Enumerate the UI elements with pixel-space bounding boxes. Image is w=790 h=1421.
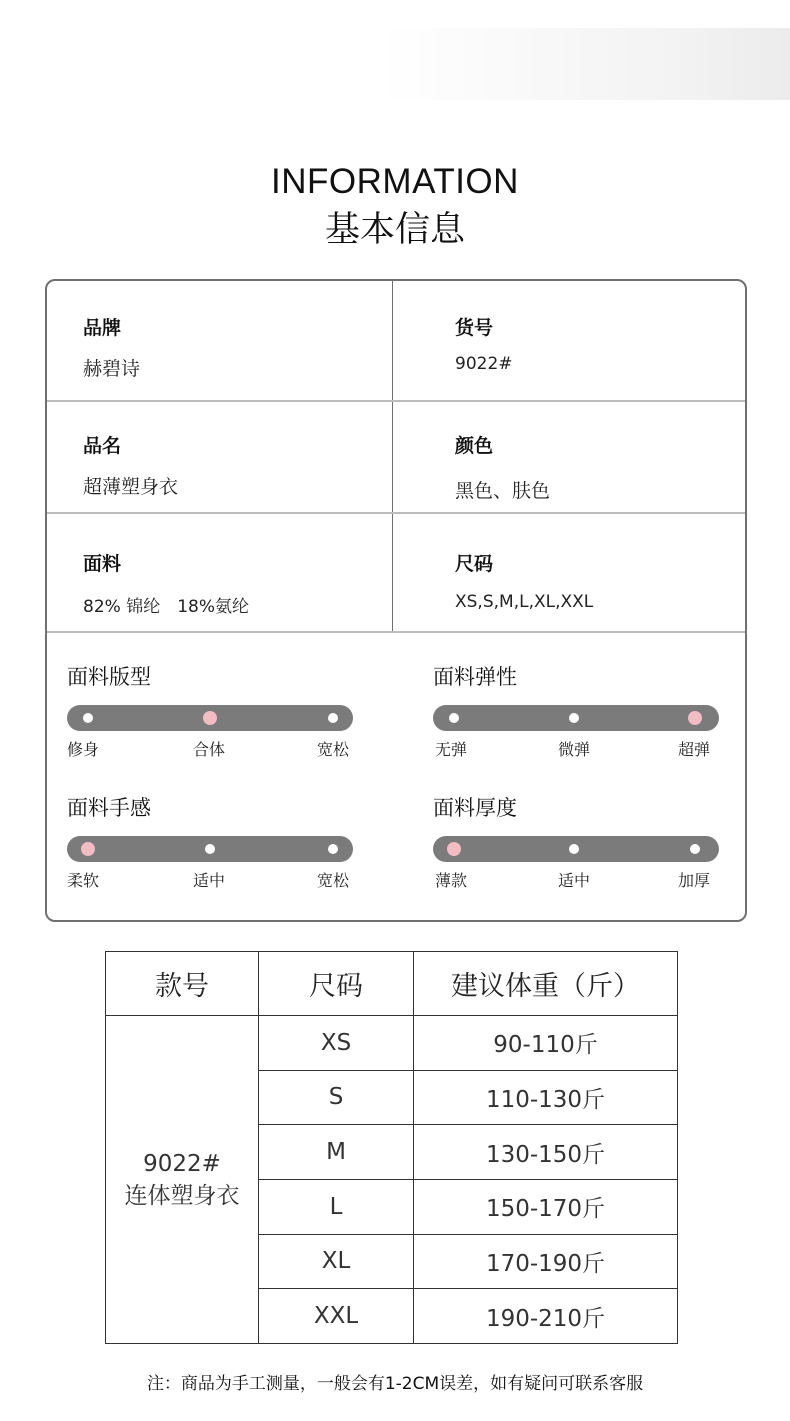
scale-label: 微弹 bbox=[558, 740, 591, 759]
scale-dot-selected bbox=[203, 711, 217, 725]
weight-value: 110-130斤 bbox=[414, 1070, 678, 1125]
header-size: 尺码 bbox=[259, 952, 414, 1016]
model-name: 连体塑身衣 bbox=[124, 1182, 240, 1209]
scale-title: 面料厚度 bbox=[433, 796, 517, 820]
scale-track bbox=[67, 705, 353, 731]
scale-hand-feel bbox=[67, 792, 353, 890]
brand-cell bbox=[83, 313, 140, 381]
scale-track bbox=[433, 705, 719, 731]
size-value: XS bbox=[259, 1016, 414, 1071]
row-divider bbox=[47, 512, 745, 514]
model-number: 9022# bbox=[143, 1150, 221, 1177]
scale-dot bbox=[690, 844, 700, 854]
scale-label: 适中 bbox=[193, 871, 226, 890]
scale-title: 面料手感 bbox=[67, 796, 151, 820]
scale-label: 柔软 bbox=[67, 871, 100, 890]
weight-value: 150-170斤 bbox=[414, 1179, 678, 1234]
sizes-label: 尺码 bbox=[455, 553, 494, 575]
row-divider bbox=[47, 631, 745, 633]
size-value: S bbox=[259, 1070, 414, 1125]
model-cell bbox=[106, 1016, 259, 1344]
size-value: XL bbox=[259, 1234, 414, 1289]
item-no-value: 9022# bbox=[455, 354, 513, 374]
product-name-cell bbox=[83, 431, 178, 499]
column-divider bbox=[392, 281, 393, 632]
color-value: 黑色、肤色 bbox=[455, 480, 551, 502]
weight-value: 190-210斤 bbox=[414, 1289, 678, 1344]
measurement-note: 注：商品为手工测量，一般会有1-2CM误差，如有疑问可联系客服 bbox=[146, 1374, 644, 1394]
scale-track bbox=[433, 836, 719, 862]
scale-label: 宽松 bbox=[317, 740, 350, 759]
fabric-value: 82% 锦纶 18%氨纶 bbox=[83, 597, 249, 617]
scale-label: 宽松 bbox=[317, 871, 350, 890]
size-value: L bbox=[259, 1179, 414, 1234]
sizes-cell bbox=[455, 549, 593, 612]
info-panel bbox=[45, 279, 747, 922]
product-name-label: 品名 bbox=[83, 435, 122, 457]
scale-label: 薄款 bbox=[435, 871, 468, 890]
scale-fit bbox=[67, 661, 353, 759]
table-row bbox=[106, 1016, 678, 1071]
scale-label: 无弹 bbox=[435, 740, 468, 759]
sizes-value: XS,S,M,L,XL,XXL bbox=[455, 592, 594, 612]
scale-dot bbox=[83, 713, 93, 723]
weight-value: 90-110斤 bbox=[414, 1016, 678, 1071]
header-weight: 建议体重（斤） bbox=[414, 952, 678, 1016]
fabric-label: 面料 bbox=[83, 553, 122, 575]
weight-value: 130-150斤 bbox=[414, 1125, 678, 1180]
scale-thickness bbox=[433, 792, 719, 890]
table-header-row bbox=[106, 952, 678, 1016]
scale-dot-selected bbox=[688, 711, 702, 725]
scale-title: 面料版型 bbox=[67, 665, 151, 689]
decorative-gradient bbox=[380, 28, 790, 100]
scale-label: 超弹 bbox=[678, 740, 711, 759]
scale-label: 适中 bbox=[558, 871, 591, 890]
fabric-cell bbox=[83, 549, 249, 617]
scale-dot bbox=[328, 713, 338, 723]
product-name-value: 超薄塑身衣 bbox=[83, 476, 179, 498]
scale-dot-selected bbox=[81, 842, 95, 856]
page-title-en: INFORMATION bbox=[271, 162, 519, 201]
weight-value: 170-190斤 bbox=[414, 1234, 678, 1289]
color-cell bbox=[455, 431, 550, 503]
size-chart-table bbox=[105, 951, 678, 1344]
brand-value: 赫碧诗 bbox=[83, 358, 141, 380]
scale-track bbox=[67, 836, 353, 862]
scale-dot bbox=[569, 844, 579, 854]
scale-label: 加厚 bbox=[678, 871, 711, 890]
scale-dot-selected bbox=[447, 842, 461, 856]
scale-dot bbox=[569, 713, 579, 723]
item-no-cell bbox=[455, 313, 513, 374]
scale-elasticity bbox=[433, 661, 719, 759]
scale-dot bbox=[328, 844, 338, 854]
scale-dot bbox=[449, 713, 459, 723]
page-title-cn: 基本信息 bbox=[324, 210, 465, 250]
scale-label: 修身 bbox=[67, 740, 100, 759]
size-value: M bbox=[259, 1125, 414, 1180]
scale-label: 合体 bbox=[193, 740, 226, 759]
header-model: 款号 bbox=[106, 952, 259, 1016]
item-no-label: 货号 bbox=[455, 317, 494, 339]
size-value: XXL bbox=[259, 1289, 414, 1344]
scale-title: 面料弹性 bbox=[433, 665, 517, 689]
scale-dot bbox=[205, 844, 215, 854]
brand-label: 品牌 bbox=[83, 317, 122, 339]
row-divider bbox=[47, 400, 745, 402]
color-label: 颜色 bbox=[455, 435, 494, 457]
